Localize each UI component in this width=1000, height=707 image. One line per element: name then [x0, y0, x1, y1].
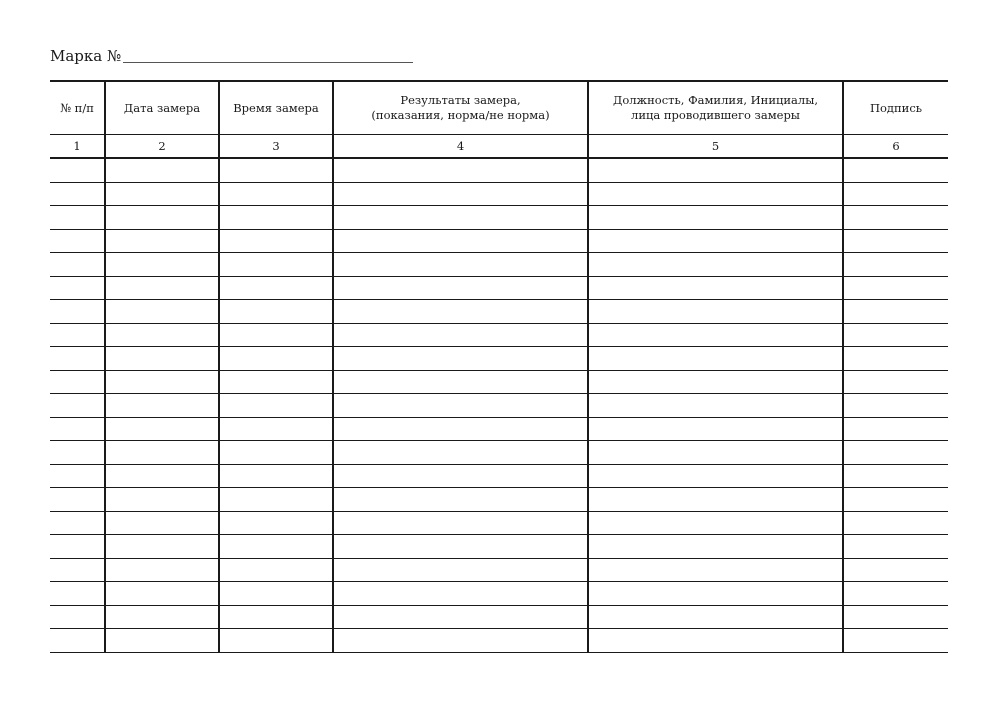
- table-cell[interactable]: [50, 582, 105, 606]
- table-cell[interactable]: [219, 206, 333, 230]
- table-cell[interactable]: [219, 629, 333, 653]
- table-cell[interactable]: [588, 158, 843, 182]
- table-cell[interactable]: [588, 347, 843, 371]
- table-cell[interactable]: [105, 182, 219, 206]
- col-number-2: 2: [105, 135, 219, 159]
- table-cell[interactable]: [843, 605, 948, 629]
- table-cell[interactable]: [219, 558, 333, 582]
- table-cell[interactable]: [588, 253, 843, 277]
- table-cell[interactable]: [588, 558, 843, 582]
- table-cell[interactable]: [50, 229, 105, 253]
- table-cell[interactable]: [105, 206, 219, 230]
- table-cell[interactable]: [219, 323, 333, 347]
- table-cell[interactable]: [843, 300, 948, 324]
- table-cell[interactable]: [105, 394, 219, 418]
- table-cell[interactable]: [105, 347, 219, 371]
- table-cell[interactable]: [219, 394, 333, 418]
- table-row: [50, 158, 948, 182]
- table-cell[interactable]: [588, 417, 843, 441]
- table-cell[interactable]: [588, 229, 843, 253]
- table-row: [50, 182, 948, 206]
- table-cell[interactable]: [588, 206, 843, 230]
- table-cell[interactable]: [333, 323, 588, 347]
- table-row: [50, 558, 948, 582]
- table-cell[interactable]: [219, 182, 333, 206]
- table-cell[interactable]: [843, 370, 948, 394]
- measurement-journal-table: [50, 80, 948, 653]
- table-cell[interactable]: [50, 605, 105, 629]
- table-cell[interactable]: [50, 253, 105, 277]
- table-cell[interactable]: [105, 276, 219, 300]
- col-header-number: № п/п: [50, 81, 105, 135]
- table-cell[interactable]: [588, 629, 843, 653]
- table-cell[interactable]: [843, 253, 948, 277]
- table-cell[interactable]: [333, 464, 588, 488]
- table-cell[interactable]: [50, 417, 105, 441]
- marka-field: [50, 46, 413, 66]
- table-cell[interactable]: [219, 300, 333, 324]
- table-cell[interactable]: [843, 558, 948, 582]
- table-cell[interactable]: [588, 394, 843, 418]
- table-cell[interactable]: [105, 300, 219, 324]
- table-cell[interactable]: [219, 535, 333, 559]
- table-cell[interactable]: [50, 206, 105, 230]
- col-number-5: 5: [588, 135, 843, 159]
- table-cell[interactable]: [50, 323, 105, 347]
- table-cell[interactable]: [50, 441, 105, 465]
- table-cell[interactable]: [333, 158, 588, 182]
- marka-label: Марка №: [50, 47, 122, 65]
- table-cell[interactable]: [219, 582, 333, 606]
- table-cell[interactable]: [333, 582, 588, 606]
- table-cell[interactable]: [333, 488, 588, 512]
- table-cell[interactable]: [105, 158, 219, 182]
- table-cell[interactable]: [588, 535, 843, 559]
- table-row: [50, 582, 948, 606]
- table-body: [50, 158, 948, 652]
- table-cell[interactable]: [588, 605, 843, 629]
- table-cell[interactable]: [50, 394, 105, 418]
- table-cell[interactable]: [105, 558, 219, 582]
- table-row: [50, 511, 948, 535]
- table-cell[interactable]: [219, 276, 333, 300]
- col-number-1: 1: [50, 135, 105, 159]
- table-cell[interactable]: [588, 511, 843, 535]
- table-cell[interactable]: [105, 605, 219, 629]
- table-row: [50, 441, 948, 465]
- table-row: [50, 629, 948, 653]
- table-cell[interactable]: [843, 511, 948, 535]
- table-row: [50, 488, 948, 512]
- table-cell[interactable]: [105, 464, 219, 488]
- marka-number-blank[interactable]: [123, 48, 413, 63]
- table-cell[interactable]: [219, 417, 333, 441]
- table-cell[interactable]: [219, 347, 333, 371]
- table-row: [50, 323, 948, 347]
- col-number-4: 4: [333, 135, 588, 159]
- table-cell[interactable]: [50, 158, 105, 182]
- table-cell[interactable]: [333, 535, 588, 559]
- table-cell[interactable]: [219, 464, 333, 488]
- table-cell[interactable]: [105, 511, 219, 535]
- table-cell[interactable]: [105, 417, 219, 441]
- table-cell[interactable]: [843, 276, 948, 300]
- table-cell[interactable]: [843, 206, 948, 230]
- table-cell[interactable]: [588, 370, 843, 394]
- table-cell[interactable]: [843, 629, 948, 653]
- table-cell[interactable]: [588, 441, 843, 465]
- col-header-time: Время замера: [219, 81, 333, 135]
- table-cell[interactable]: [219, 158, 333, 182]
- table-cell[interactable]: [588, 323, 843, 347]
- table-cell[interactable]: [588, 182, 843, 206]
- table-cell[interactable]: [219, 441, 333, 465]
- table-cell[interactable]: [219, 605, 333, 629]
- table-cell[interactable]: [843, 323, 948, 347]
- table-cell[interactable]: [843, 182, 948, 206]
- table-cell[interactable]: [843, 394, 948, 418]
- col-header-date: Дата замера: [105, 81, 219, 135]
- table-row: [50, 464, 948, 488]
- table-row: [50, 253, 948, 277]
- table-cell[interactable]: [105, 582, 219, 606]
- table-cell[interactable]: [843, 417, 948, 441]
- table-cell[interactable]: [219, 229, 333, 253]
- table-cell[interactable]: [843, 488, 948, 512]
- table-cell[interactable]: [333, 605, 588, 629]
- table-cell[interactable]: [333, 558, 588, 582]
- table-cell[interactable]: [843, 158, 948, 182]
- header-row: [50, 81, 948, 135]
- table-cell[interactable]: [333, 629, 588, 653]
- table-row: [50, 229, 948, 253]
- col-header-signature: Подпись: [843, 81, 948, 135]
- table-cell[interactable]: [333, 394, 588, 418]
- table-cell[interactable]: [219, 370, 333, 394]
- table-cell[interactable]: [588, 464, 843, 488]
- table-cell[interactable]: [333, 300, 588, 324]
- col-header-inspector: Должность, Фамилия, Инициалы, лица проводившего замеры: [588, 81, 843, 135]
- table-row: [50, 347, 948, 371]
- table-row: [50, 276, 948, 300]
- table-cell[interactable]: [333, 182, 588, 206]
- col-number-6: 6: [843, 135, 948, 159]
- table-cell[interactable]: [105, 535, 219, 559]
- table-cell[interactable]: [219, 253, 333, 277]
- table-row: [50, 535, 948, 559]
- table-cell[interactable]: [333, 441, 588, 465]
- table-cell[interactable]: [333, 511, 588, 535]
- table-row: [50, 370, 948, 394]
- table-cell[interactable]: [333, 417, 588, 441]
- table-cell[interactable]: [50, 488, 105, 512]
- table-cell[interactable]: [333, 347, 588, 371]
- table-cell[interactable]: [333, 276, 588, 300]
- table-cell[interactable]: [105, 323, 219, 347]
- table-cell[interactable]: [105, 370, 219, 394]
- table-row: [50, 394, 948, 418]
- table-cell[interactable]: [333, 253, 588, 277]
- table-cell[interactable]: [219, 511, 333, 535]
- table-cell[interactable]: [105, 253, 219, 277]
- table-cell[interactable]: [333, 370, 588, 394]
- table-cell[interactable]: [105, 629, 219, 653]
- table-cell[interactable]: [105, 441, 219, 465]
- table-cell[interactable]: [50, 300, 105, 324]
- table-cell[interactable]: [50, 535, 105, 559]
- table-cell[interactable]: [843, 582, 948, 606]
- table-cell[interactable]: [50, 629, 105, 653]
- table-row: [50, 417, 948, 441]
- table-cell[interactable]: [843, 464, 948, 488]
- table-cell[interactable]: [588, 488, 843, 512]
- table-cell[interactable]: [333, 206, 588, 230]
- col-number-3: 3: [219, 135, 333, 159]
- table-cell[interactable]: [219, 488, 333, 512]
- table-row: [50, 206, 948, 230]
- table-cell[interactable]: [50, 464, 105, 488]
- table-cell[interactable]: [843, 441, 948, 465]
- table-cell[interactable]: [105, 229, 219, 253]
- table-cell[interactable]: [588, 300, 843, 324]
- table-cell[interactable]: [588, 582, 843, 606]
- table-row: [50, 605, 948, 629]
- table-cell[interactable]: [105, 488, 219, 512]
- table-row: [50, 300, 948, 324]
- table-cell[interactable]: [333, 229, 588, 253]
- table-cell[interactable]: [588, 276, 843, 300]
- column-number-row: [50, 135, 948, 159]
- col-header-results: Результаты замера, (показания, норма/не норма): [333, 81, 588, 135]
- table-cell[interactable]: [843, 347, 948, 371]
- table-cell[interactable]: [50, 511, 105, 535]
- table-cell[interactable]: [843, 229, 948, 253]
- table-cell[interactable]: [843, 535, 948, 559]
- table-cell[interactable]: [50, 558, 105, 582]
- table-cell[interactable]: [50, 182, 105, 206]
- table-cell[interactable]: [50, 276, 105, 300]
- table-cell[interactable]: [50, 347, 105, 371]
- table-cell[interactable]: [50, 370, 105, 394]
